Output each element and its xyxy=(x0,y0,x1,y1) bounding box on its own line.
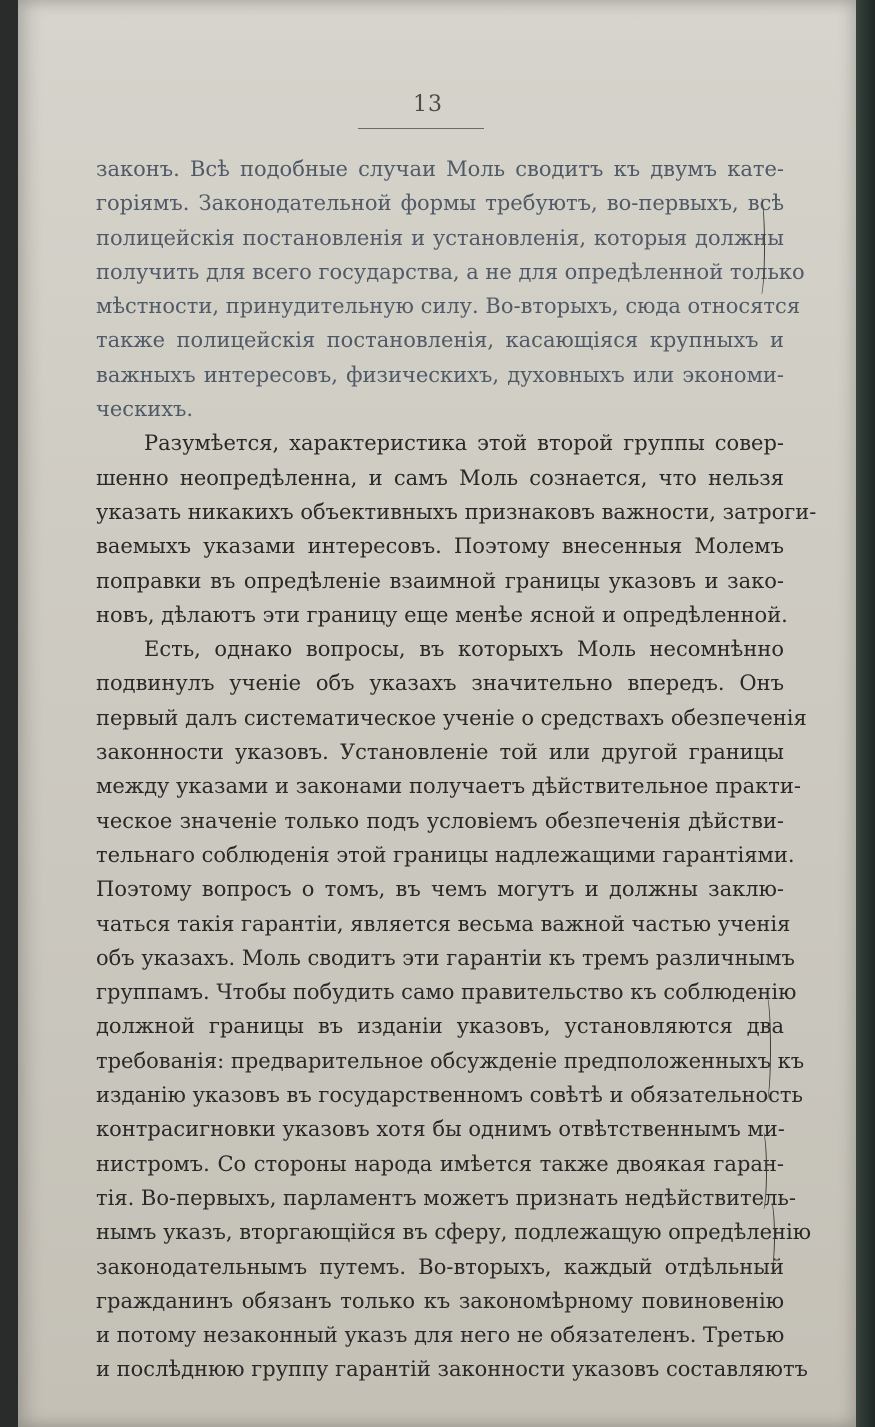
text-line: полицейскія постановленія и установленія, которыя должны xyxy=(96,225,784,250)
text-line: гражданинъ обязанъ только къ закономѣрному повиновенію xyxy=(96,1288,784,1313)
text-line: между указами и законами получаетъ дѣйствительное практи- xyxy=(96,774,801,799)
text-line: указать никакихъ объективныхъ признаковъ важности, затроги- xyxy=(96,499,817,524)
text-line: контрасигновки указовъ хотя бы однимъ отвѣтственнымъ ми- xyxy=(96,1117,785,1142)
text-line: законности указовъ. Установленіе той или другой границы xyxy=(96,740,784,765)
text-line: ческихъ. xyxy=(96,397,194,422)
text-line: законодательнымъ путемъ. Во-вторыхъ, каждый отдѣльный xyxy=(96,1254,784,1279)
text-line: и послѣднюю группу гарантій законности указовъ составляютъ xyxy=(96,1357,808,1382)
text-line: ческое значеніе только подъ условіемъ обезпеченія дѣйстви- xyxy=(96,808,784,833)
text-line: шенно неопредѣленна, и самъ Моль сознается, что нельзя xyxy=(96,465,784,490)
header-rule xyxy=(358,128,484,129)
text-line: должной границы въ изданіи указовъ, установляются два xyxy=(96,1014,784,1039)
body-text xyxy=(96,152,817,1387)
text-line: Поэтому вопросъ о томъ, въ чемъ могутъ и должны заклю- xyxy=(96,877,784,902)
text-line: требованія: предварительное обсужденіе предположенныхъ къ xyxy=(96,1048,805,1073)
text-line: тельнаго соблюденія этой границы надлежащими гарантіями. xyxy=(96,842,795,867)
text-line: ваемыхъ указами интересовъ. Поэтому внесенныя Молемъ xyxy=(96,534,784,559)
text-line: тія. Во-первыхъ, парламентъ можетъ признать недѣйствитель- xyxy=(96,1185,796,1210)
text-line: подвинулъ ученіе объ указахъ значительно впередъ. Онъ xyxy=(96,671,784,696)
text-line: группамъ. Чтобы побудить само правительство къ соблюденію xyxy=(96,980,797,1005)
text-line: нымъ указъ, вторгающійся въ сферу, подлежащую опредѣленію xyxy=(96,1220,812,1245)
margin-pencil-mark xyxy=(756,195,765,297)
text-line: новъ, дѣлаютъ эти границу еще менѣе ясной и опредѣленной. xyxy=(96,602,788,627)
text-line: законъ. Всѣ подобные случаи Моль сводитъ къ двумъ кате- xyxy=(96,157,784,181)
text-line: нистромъ. Со стороны народа имѣется также двоякая гаран- xyxy=(96,1151,784,1176)
text-line: горіямъ. Законодательной формы требуютъ, во-первыхъ, всѣ xyxy=(96,191,784,216)
text-line: объ указахъ. Моль сводитъ эти гарантіи къ тремъ различнымъ xyxy=(96,945,795,970)
margin-pencil-mark xyxy=(762,995,771,1102)
text-line: получить для всего государства, а не для опредѣленной только xyxy=(96,259,805,284)
margin-pencil-mark xyxy=(766,1200,775,1272)
text-line: и потому незаконный указъ для него не обязателенъ. Третью xyxy=(96,1323,785,1348)
text-line: важныхъ интересовъ, физическихъ, духовныхъ или экономи- xyxy=(96,362,784,387)
book-cover-edge xyxy=(853,0,875,1427)
text-line: чаться такія гарантіи, является весьма важной частью ученія xyxy=(96,911,791,936)
text-line: Разумѣется, характеристика этой второй группы совер- xyxy=(144,431,784,456)
text-line: изданію указовъ въ государственномъ совѣтѣ и обязательность xyxy=(96,1083,803,1108)
page-number: 13 xyxy=(413,92,443,117)
text-line: мѣстности, принудительную силу. Во-вторыхъ, сюда относятся xyxy=(96,294,801,319)
text-line: также полицейскія постановленія, касающіяся крупныхъ и xyxy=(96,328,784,353)
text-line: Есть, однако вопросы, въ которыхъ Моль несомнѣнно xyxy=(144,637,784,662)
text-line: первый далъ систематическое ученіе о средствахъ обезпеченія xyxy=(96,705,807,730)
book-page xyxy=(18,0,856,1427)
text-line: поправки въ опредѣленіе взаимной границы указовъ и зако- xyxy=(96,568,784,593)
